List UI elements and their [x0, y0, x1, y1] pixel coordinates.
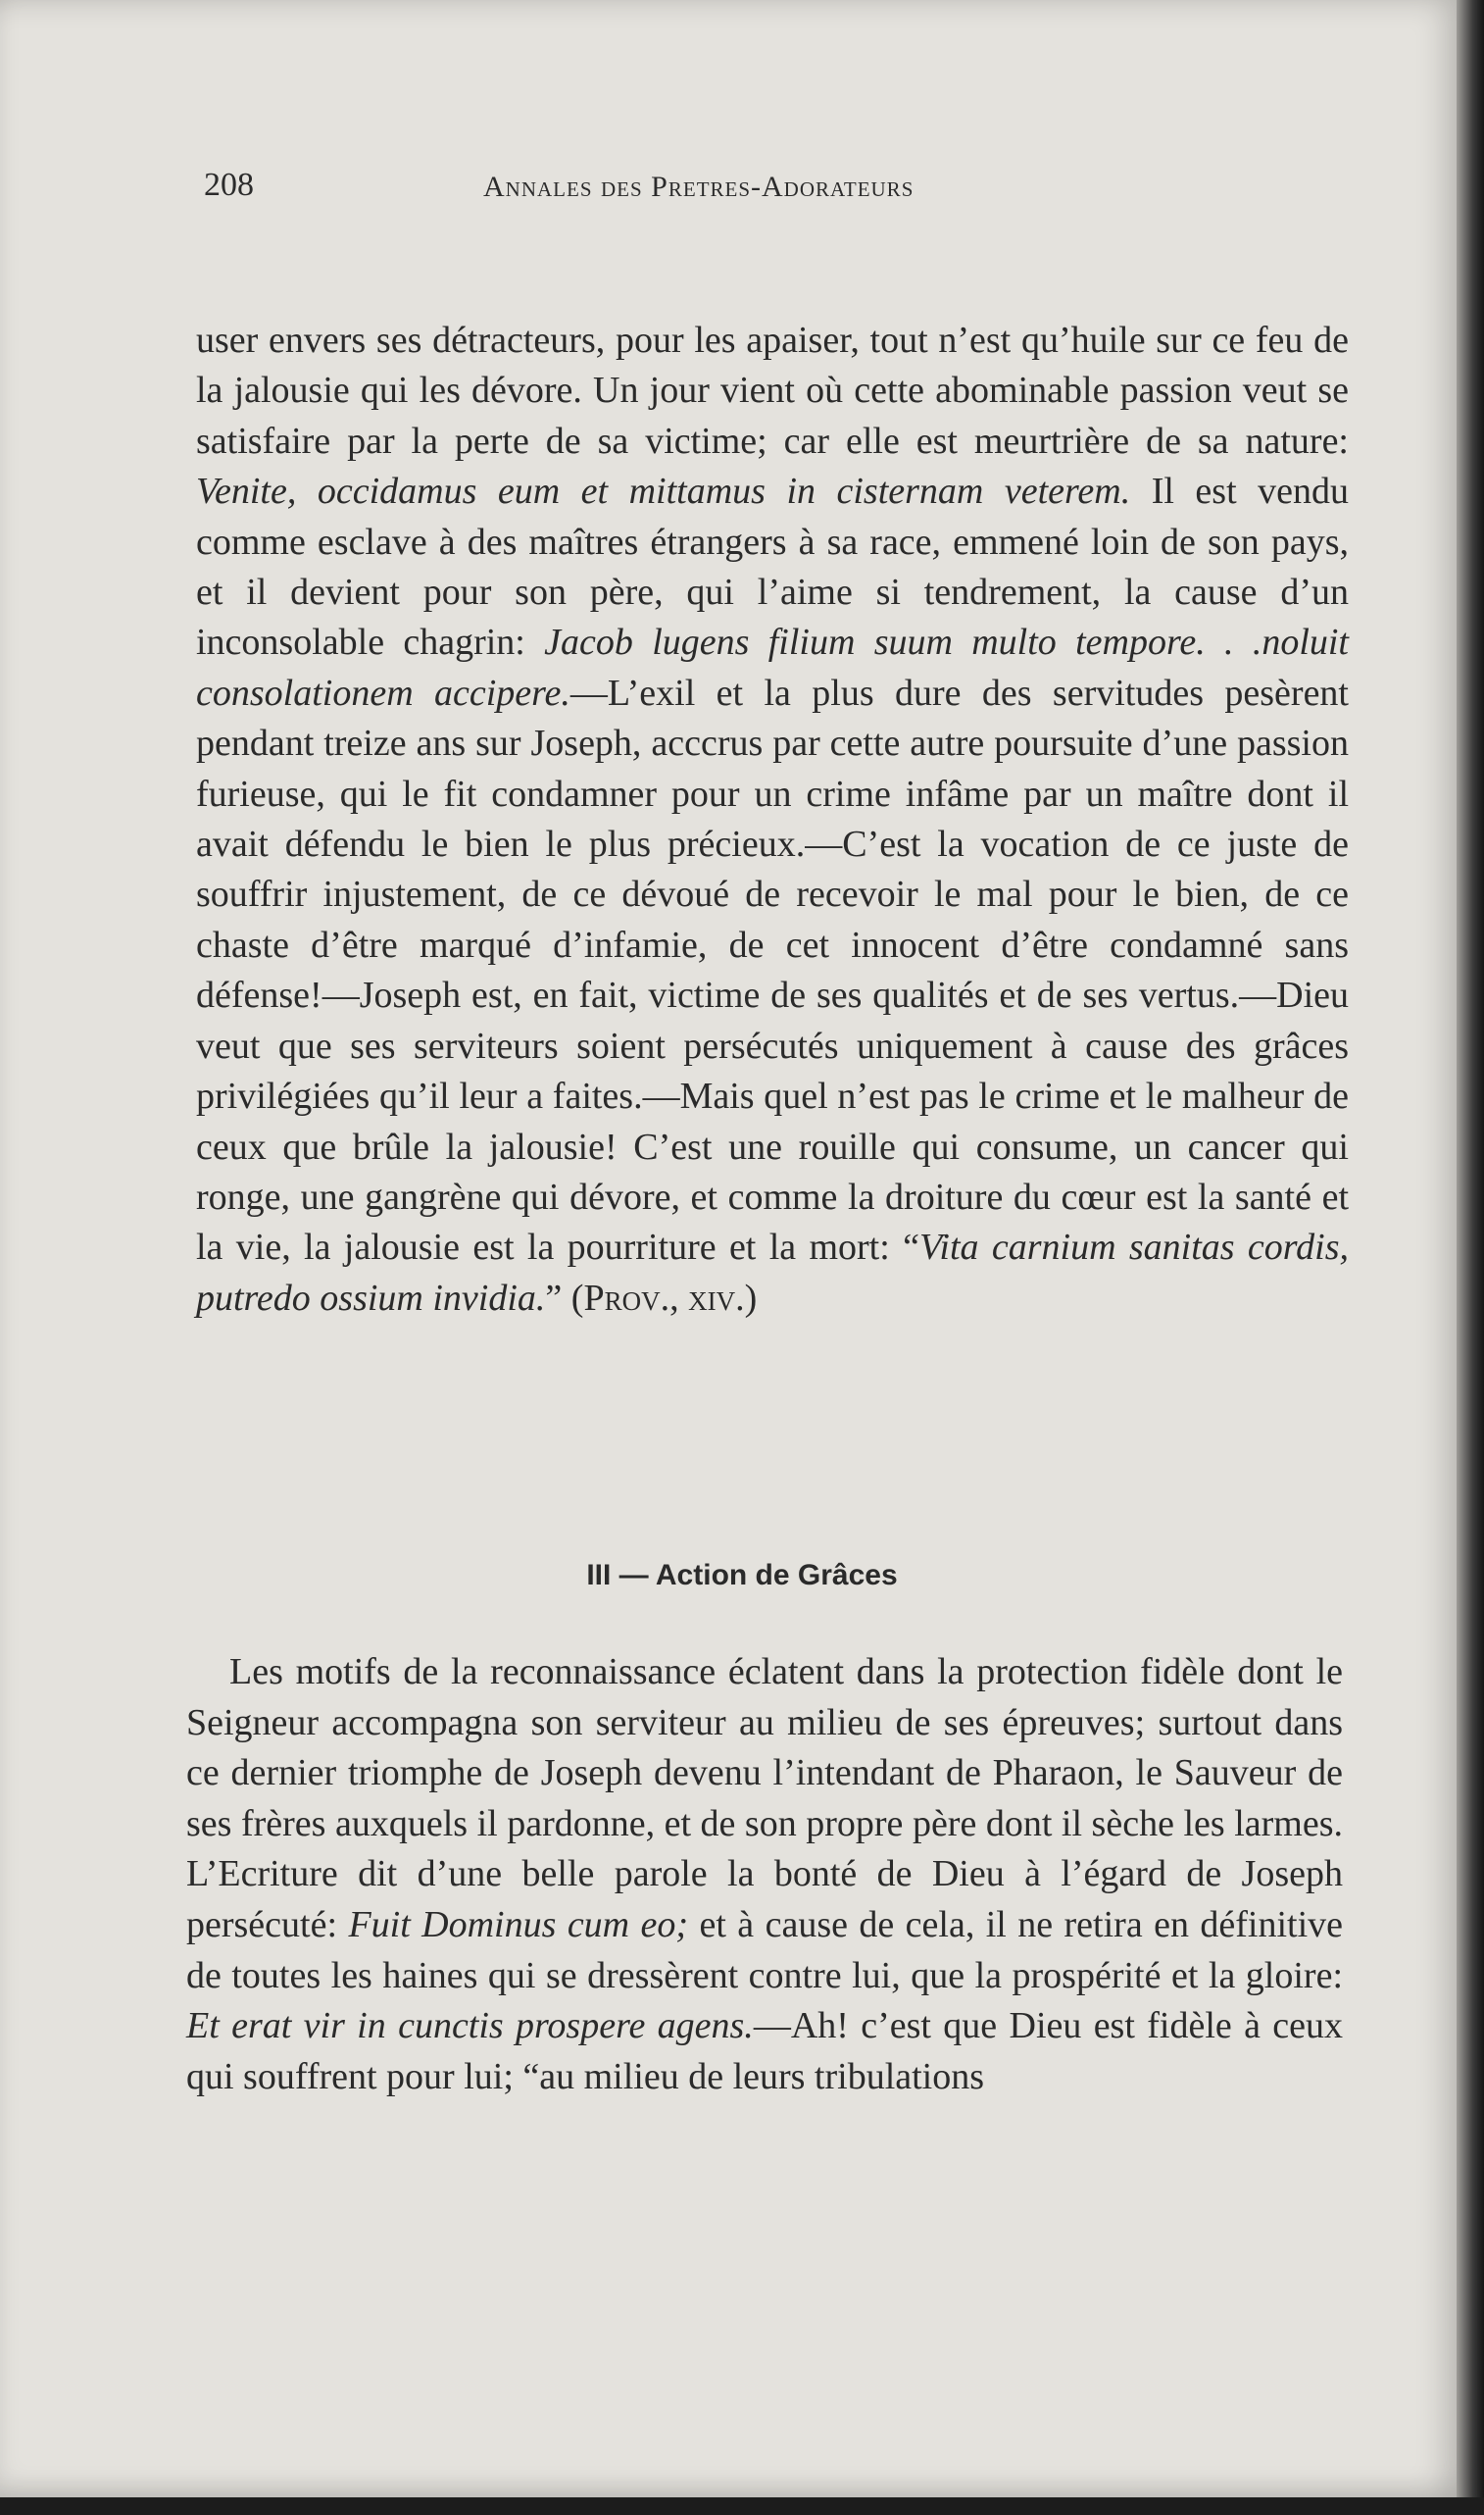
text-run: ” (	[545, 1277, 584, 1319]
text-run: Il est vendu comme esclave à des maîtres étrangers à sa race, emmené loin de son pays, et il devient pour son père, qui l’aime si tendrement, la cause d’un inconsolable chagrin:	[196, 471, 1349, 664]
citation-book: Prov.	[583, 1277, 670, 1319]
latin-quote: Et erat vir in cunctis prospere agens.	[186, 2005, 754, 2047]
running-title: Annales des Pretres-Adorateurs	[483, 171, 915, 203]
text-run: —L’exil et la plus dure des servitudes pesèrent pendant treize ans sur Joseph, acccrus par cette autre poursuite d’une passion furieuse, qui le fit condamner pour un crime infâme par un maître dont il avait défendu le bien le plus précieux.—C’est la vocation de ce juste de souffrir injustement, de ce dévoué de recevoir le mal pour le bien, de ce chaste d’être marqué d’infamie, de cet innocent d’être condamné sans défense!—Joseph est, en fait, victime de ses qualités et de ses vertus.—Dieu veut que ses serviteurs soient persécutés uniquement à cause des grâces privilégiées qu’il leur a faites.—Mais quel n’est pas le crime et le malheur de ceux que brûle la jalousie! C’est une rouille qui consume, un cancer qui ronge, une gangrène qui dévore, et comme la droiture du cœur est la santé et la vie, la jalousie est la pourriture et la mort: “	[196, 672, 1349, 1269]
book-spine	[1457, 0, 1484, 2515]
section-heading: III — Action de Grâces	[586, 1559, 898, 1591]
text-run: —Ah! c’est que Dieu est fidèle à ceux qui souffrent pour lui; “au milieu de leurs tribulations	[186, 2005, 1344, 2097]
page-bottom-edge	[0, 2497, 1484, 2515]
text-run: )	[744, 1277, 758, 1319]
latin-quote: Fuit Dominus cum eo;	[348, 1903, 689, 1945]
text-run: et à cause de cela, il ne retira en définitive de toutes les haines qui se dressèrent contre lui, que la prospérité et la gloire:	[186, 1903, 1343, 1996]
latin-quote: Vita carnium sanitas cordis, putredo ossium invidia.	[196, 1227, 1349, 1319]
text-run: user envers ses détracteurs, pour les apaiser, tout n’est qu’huile sur ce feu de la jalousie qui les dévore. Un jour vient où cette abominable passion veut se satisfaire par la perte de sa victime; car elle est meurtrière de sa nature:	[196, 320, 1349, 462]
paragraph-2	[186, 1647, 1343, 2102]
paragraph-1	[196, 316, 1349, 1324]
text-run: Les motifs de la reconnaissance éclatent dans la protection fidèle dont le Seigneur accompagna son serviteur au milieu de ses épreuves; surtout dans ce dernier triomphe de Joseph devenu l’intendant de Pharaon, le Sauveur de ses frères auxquels il pardonne, et de son propre père dont il sèche les larmes. L’Ecriture dit d’une belle parole la bonté de Dieu à l’égard de Joseph persécuté:	[186, 1651, 1343, 1945]
page-header	[204, 167, 1360, 216]
page-number: 208	[204, 167, 254, 203]
text-run: ,	[669, 1277, 689, 1319]
latin-quote: Venite, occidamus eum et mittamus in cisternam veterem.	[196, 471, 1131, 513]
latin-quote: Jacob lugens filium suum multo tempore. . .noluit consolationem accipere.	[196, 622, 1349, 714]
citation-chapter: xiv.	[688, 1277, 745, 1319]
paragraph-2-text	[186, 1647, 1343, 2102]
paragraph-1-text	[196, 316, 1349, 1324]
